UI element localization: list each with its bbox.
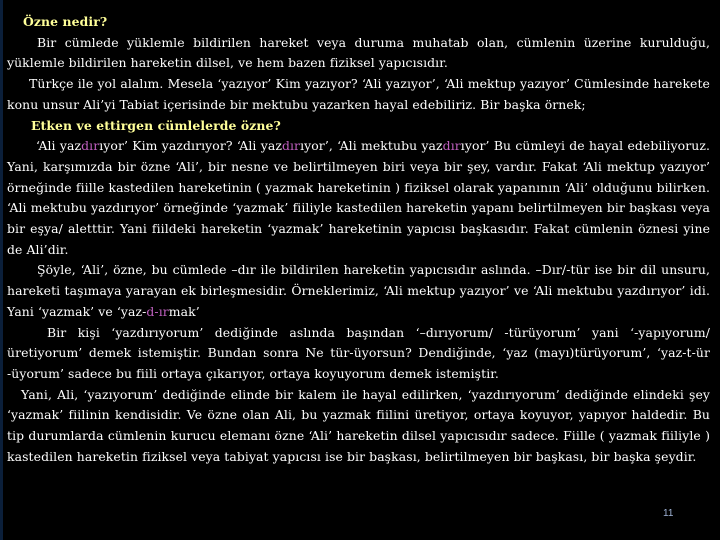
- text-segment: mak’: [168, 303, 200, 319]
- paragraph-causative-example: [7, 136, 710, 260]
- paragraph-definition: Bir cümlede yüklemle bildirilen hareket veya duruma muhatab olan, cümlenin üzerine kurulduğu, yüklemle bildirilen hareketin dilsel, ve hem bazen fiziksel yapıcısıdır.: [7, 34, 710, 71]
- text-segment: ıyor’ Kim yazdırıyor? ‘Ali yaz: [99, 138, 282, 154]
- highlight-suffix: dır: [81, 138, 100, 154]
- text-segment: ‘Ali yaz: [36, 138, 82, 154]
- text-segment: Şöyle, ‘Ali’, özne, bu cümlede –dır ile bildirilen hareketin yapıcısıdır aslında. –Dır/-tür ise bir dil unsuru, hareketi taşımaya yarayan ek birleşmesidir. Örneklerimiz, ‘Ali mektup yazıyor’ ve ‘Ali mektubu yazdırıyor’ idi. Yani ‘yazmak’ ve ‘yaz-: [7, 262, 710, 319]
- paragraph-conclusion: Yani, Ali, ‘yazıyorum’ dediğinde elinde bir kalem ile hayal edilirken, ‘yazdırıyorum’ dediğinde elindeki şey ‘yazmak’ fiilinin kendisidir. Ve özne olan Ali, bu yazmak fiilini üretiyor, ortaya koyuyor, yapıyor haldedir. Bu tip durumlarda cümlenin kurucu elemanı özne ‘Ali’ hareketin dilsel yapıcısıdır sadece. Fiille ( yazmak fiiliyle ) kastedilen hareketin fiziksel veya tabiyat yapıcısı ise bir başkası, belirtilmeyen bir başkası, bir başka şeydir.: [7, 386, 710, 464]
- highlight-suffix: dır: [442, 138, 461, 154]
- paragraph-turkish-example: Türkçe ile yol alalım. Mesela ‘yazıyor’ Kim yazıyor? ‘Ali yazıyor’, ‘Ali mektup yazıyor’ Cümlesinde harekete konu unsur Ali’yi Tabiat içerisinde bir mektubu yazarken hayal edebiliriz. Bir başka örnek;: [7, 76, 710, 112]
- text-segment: ıyor’ Bu cümleyi de hayal edebiliyoruz. Yani, karşımızda bir özne ‘Ali’, bir nesne ve belirtilmeyen biri veya bir şey, vardır. Fakat ‘Ali mektup yazıyor’ örneğinde fiille kastedilen hareketinin ( yazmak hareketinin ) fiziksel olarak yapanının ‘Ali’ olduğunu bilirken. ‘Ali mektubu yazdırıyor’ örneğinde ‘yazmak’ fiiliyle kastedilen hareketin yapanı belirtilmeyen bir başkası veya bir eşya/ aletttir. Yani fiildeki hareketin ‘yazmak’ hareketinin yapıcısı başkasıdır. Fakat cümlenin öznesi yine de Ali’dir.: [7, 138, 711, 257]
- page-number: 11: [663, 508, 674, 519]
- paragraph-dir-suffix: [7, 260, 710, 322]
- highlight-suffix: d-ır: [146, 303, 169, 319]
- slide-body: [7, 12, 710, 467]
- heading-active-causative: Etken ve ettirgen cümlelerde özne?: [31, 117, 281, 133]
- text-segment: ıyor’, ‘Ali mektubu yaz: [300, 138, 443, 154]
- paragraph-person-example: Bir kişi ‘yazdırıyorum’ dediğinde aslında başından ‘–dırıyorum/ -türüyorum’ yani ‘-yapıyorum/ üretiyorum’ demek istemiştir. Bundan sonra Ne tür-üyorsun? Dendiğinde, ‘yaz (mayı)türüyorum’, ‘yaz-t-ür -üyorum’ sadece bu fiili ortaya çıkarıyor, ortaya koyuyorum demek istemiştir.: [7, 324, 710, 381]
- highlight-suffix: dır: [281, 138, 301, 154]
- heading-what-is-subject: Özne nedir?: [23, 14, 108, 29]
- slide-left-border: [0, 0, 3, 540]
